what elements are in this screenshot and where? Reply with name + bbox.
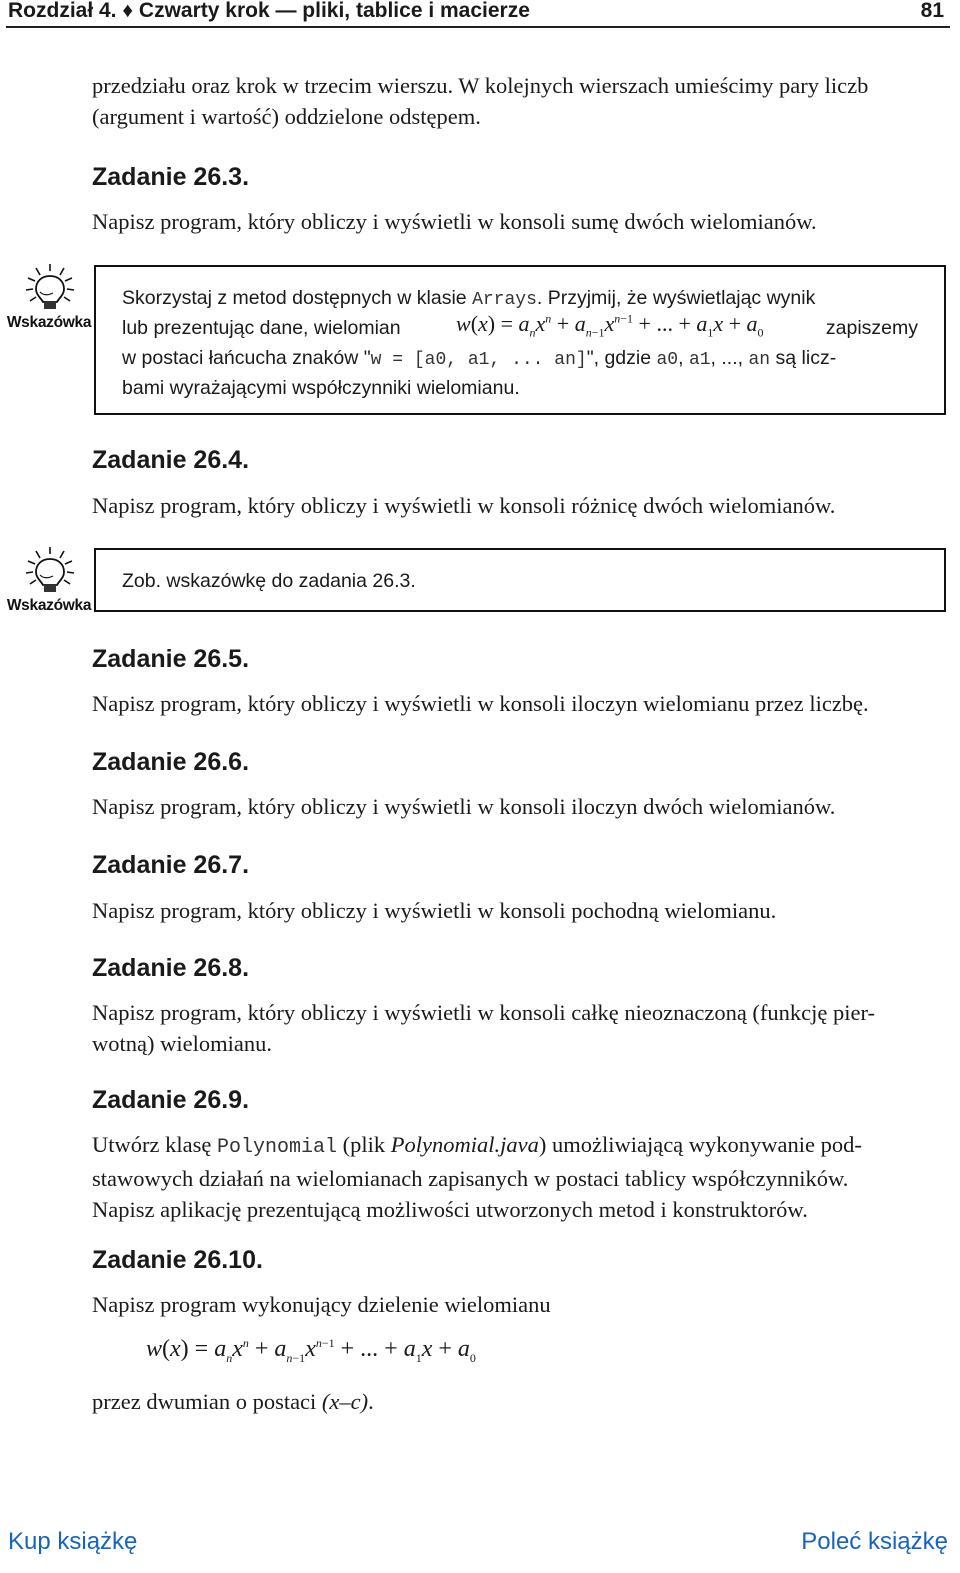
tip-icon (6, 262, 92, 332)
task-26-7-text: Napisz program, który obliczy i wyświetli w konsoli pochodną wielomianu. (92, 898, 777, 923)
task-26-9-heading: Zadanie 26.9. (92, 1086, 250, 1114)
task-26-3-text: Napisz program, który obliczy i wyświetli w konsoli sumę dwóch wielomianów. (92, 209, 817, 234)
chapter-title: Rozdział 4. ♦ Czwarty krok — pliki, tablice i macierze (8, 0, 530, 22)
task-26-6-text: Napisz program, który obliczy i wyświetli w konsoli iloczyn dwóch wielomianów. (92, 794, 836, 819)
intro-line-2: (argument i wartość) oddzielone odstępem. (92, 104, 481, 129)
task-26-10-text: Napisz program wykonujący dzielenie wielomianu (92, 1292, 551, 1317)
tip-label: Wskazówka (6, 314, 92, 331)
buy-book-link[interactable]: Kup książkę (8, 1528, 138, 1555)
tip-line-2-end: zapiszemy (825, 317, 918, 339)
code-polynomial: Polynomial (216, 1136, 337, 1159)
task-26-4-text: Napisz program, który obliczy i wyświetli w konsoli różnicę dwóch wielomianów. (92, 493, 836, 518)
task-26-10-after: przez dwumian o postaci (x–c). (92, 1389, 374, 1414)
task-26-6-heading: Zadanie 26.6. (92, 748, 250, 776)
tip-icon (6, 545, 92, 615)
lightbulb-icon (6, 545, 92, 597)
task-26-10-heading: Zadanie 26.10. (92, 1246, 263, 1274)
task-26-4-heading: Zadanie 26.4. (92, 446, 250, 474)
binomial-expr: (x–c) (321, 1389, 369, 1414)
task-26-5-heading: Zadanie 26.5. (92, 645, 250, 673)
intro-paragraph (92, 70, 868, 132)
code-array-format: w = [a0, a1, ... an] (370, 350, 587, 370)
recommend-book-link[interactable]: Poleć książkę (801, 1528, 948, 1555)
task-26-3-heading: Zadanie 26.3. (92, 163, 250, 191)
tip-label: Wskazówka (6, 597, 92, 614)
polynomial-formula: $w(x) = a_nx^n + a_{n-1}x^{n-1}$ + ... + $a_1x + a_0$ (146, 1336, 476, 1365)
page-number: 81 (920, 0, 944, 22)
code-arrays: Arrays (472, 290, 537, 310)
running-header (6, 0, 950, 28)
task-26-9-text: Utwórz klasę Polynomial (plik Polynomial.java) umożliwiającą wykonywanie pod- stawowych działań na wielomianach zapisanych w postaci tablicy współczynników. Napisz aplikację prezentującą możliwości utworzonych metod i konstruktorów. (92, 1132, 862, 1222)
tip-line-2: lub prezentując dane, wielomian (122, 317, 401, 339)
task-26-8-text: Napisz program, który obliczy i wyświetli w konsoli całkę nieoznaczoną (funkcję pier- wotną) wielomianu. (92, 1000, 876, 1056)
tip-text: Zob. wskazówkę do zadania 26.3. (122, 570, 416, 592)
tip-box (94, 548, 946, 612)
task-26-8-heading: Zadanie 26.8. (92, 954, 250, 982)
tip-box (94, 265, 946, 415)
tip-line-1: Skorzystaj z metod dostępnych w klasie Arrays. Przyjmij, że wyświetlając wynik (122, 287, 816, 310)
tip-line-3: w postaci łańcucha znaków "w = [a0, a1, ... an]", gdzie a0, a1, ..., an są licz- (122, 347, 837, 370)
file-name: Polynomial.java (390, 1132, 539, 1157)
intro-line-1: przedziału oraz krok w trzecim wierszu. W kolejnych wierszach umieścimy pary liczb (92, 73, 869, 98)
tip-line-4: bami wyrażającymi współczynniki wielomianu. (122, 377, 520, 399)
lightbulb-icon (6, 262, 92, 314)
polynomial-formula: $w(x) = a_nx^n + a_{n-1}x^{n-1}$ + ... + $a_1x + a_0$ (456, 311, 764, 340)
task-26-5-text: Napisz program, który obliczy i wyświetli w konsoli iloczyn wielomianu przez liczbę. (92, 691, 869, 716)
task-26-7-heading: Zadanie 26.7. (92, 851, 250, 879)
